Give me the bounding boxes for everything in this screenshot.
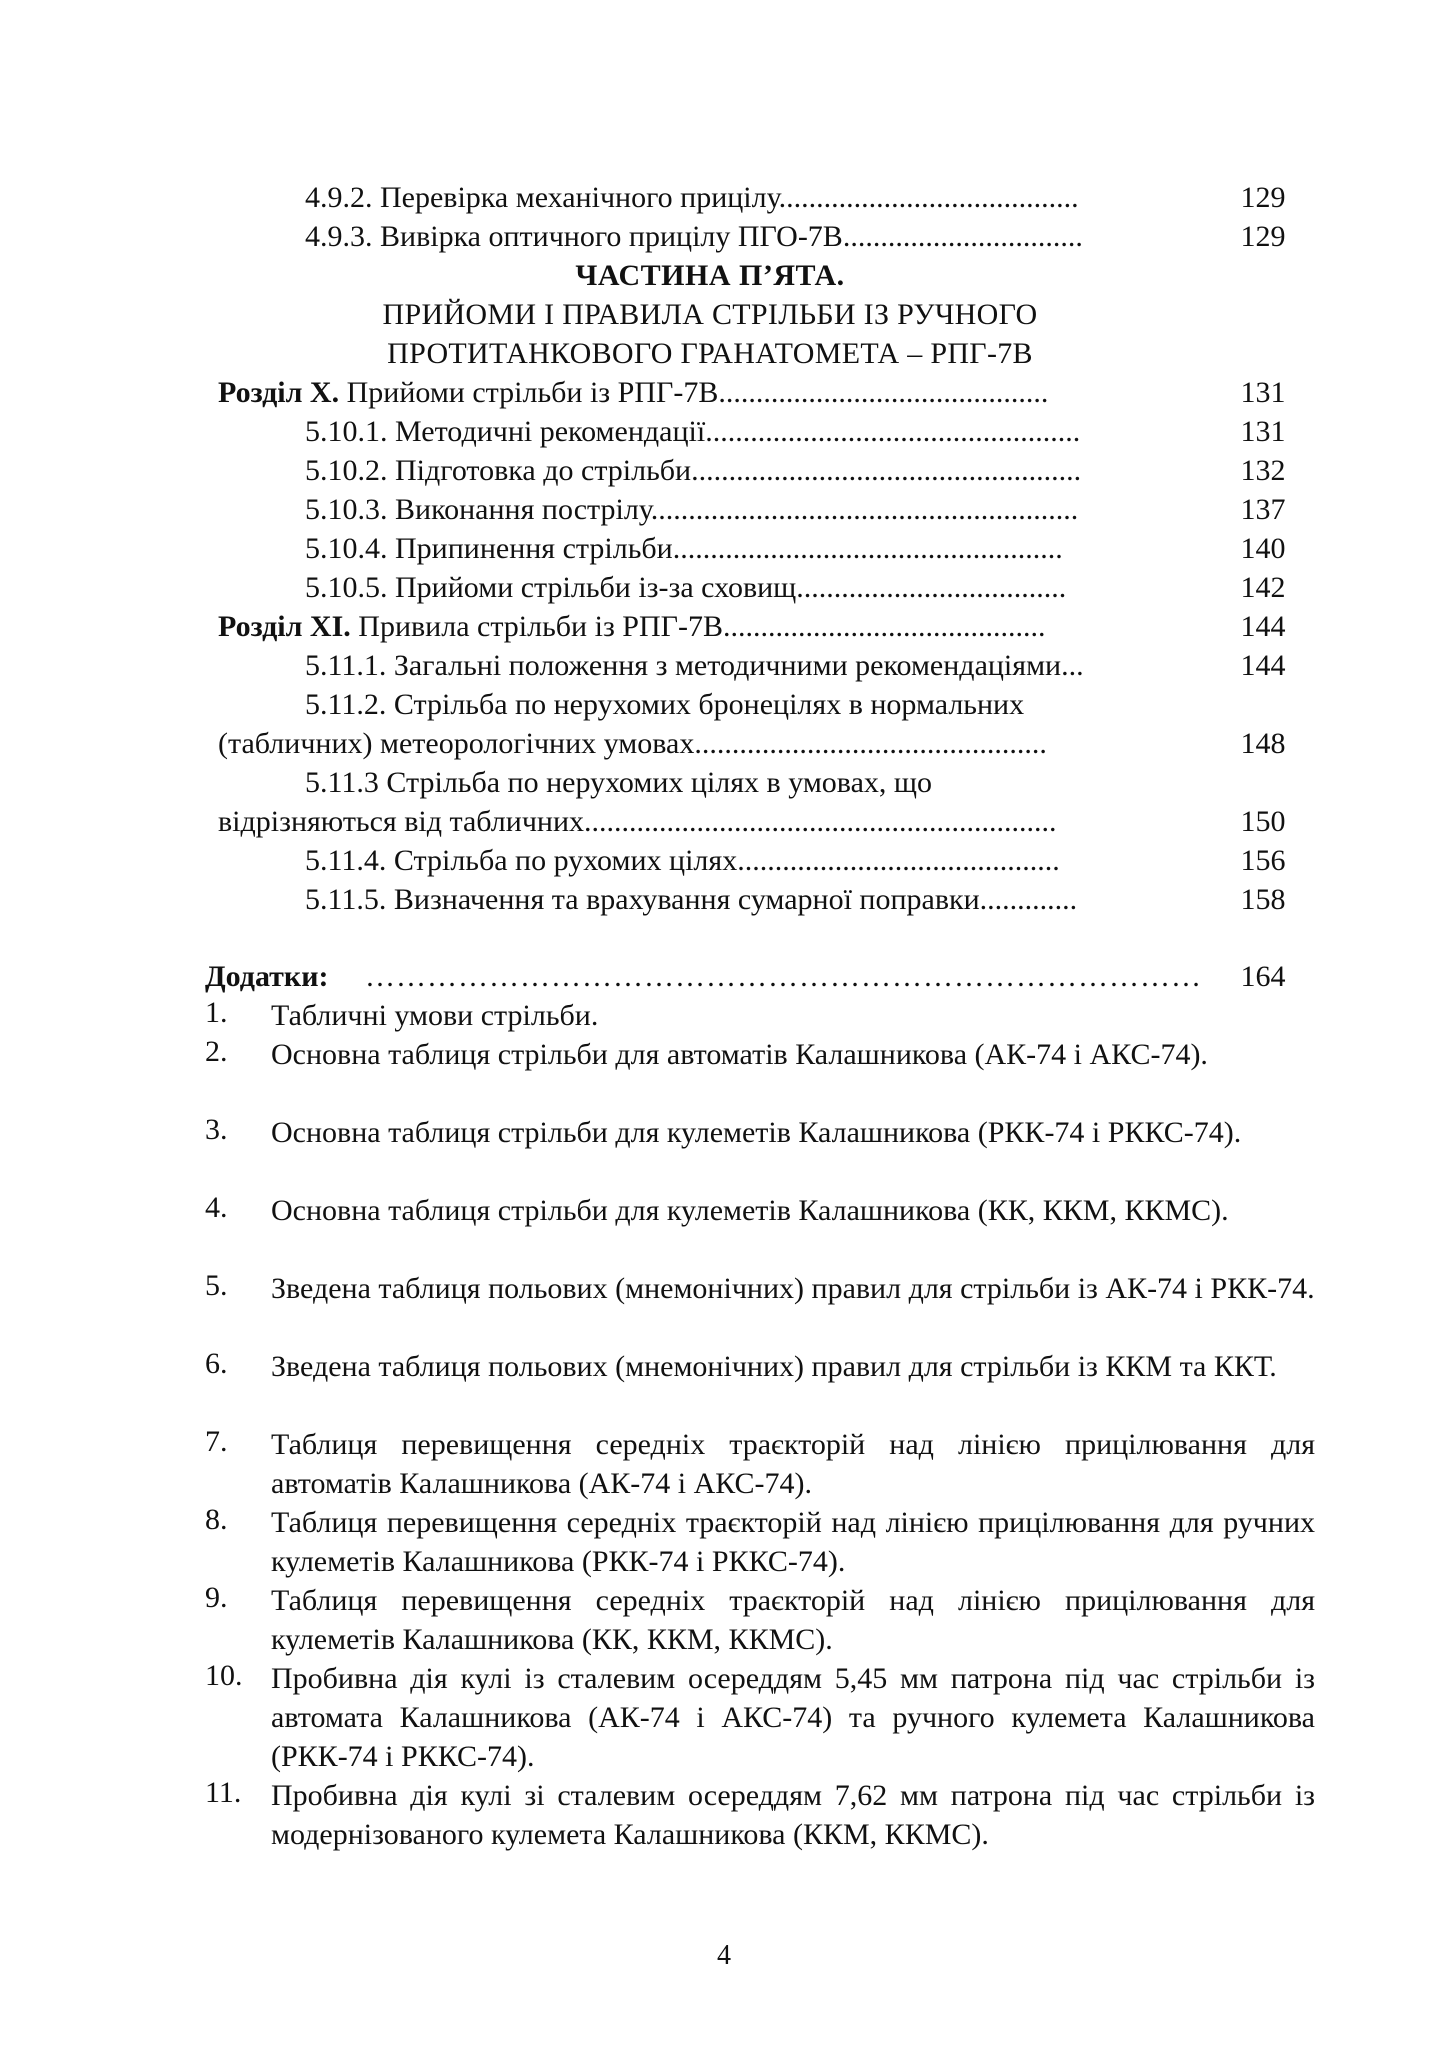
toc-entry-5-11-3-line1[interactable] [305, 763, 1305, 803]
toc-leader-dots: .................................... [796, 571, 1067, 604]
section-title: Прийоми стрільби із РПГ-7В [339, 376, 719, 409]
appendix-item-number: 5. [205, 1269, 228, 1302]
section-label: Розділ XI. [218, 610, 351, 643]
toc-leader-dots: ……………………………………………………………………… [365, 960, 1202, 993]
appendix-item-text: Основна таблиця стрільби для автоматів Калашникова (АК-74 і АКС-74). [271, 1038, 1208, 1071]
toc-entry-5-11-5[interactable] [305, 880, 1305, 920]
appendix-item-text: Таблиця перевищення середніх траєкторій над лінією прицілювання для ручних кулеметів Калашникова (РКК-74 і РККС-74). [271, 1506, 1315, 1578]
toc-entry-text: 5.11.2. Стрільба по нерухомих бронецілях в нормальних [305, 688, 1025, 721]
toc-entry-5-10-2[interactable] [305, 451, 1305, 491]
appendix-item-text: Таблиця перевищення середніх траєкторій над лінією прицілювання для кулеметів Калашникова (КК, ККМ, ККМС). [271, 1584, 1315, 1656]
toc-leader-dots: .................................................. [705, 415, 1081, 448]
appendix-item-text: Табличні умови стрільби. [271, 999, 599, 1032]
page-number: 4 [717, 1940, 731, 1971]
toc-entry-text: 5.11.5. Визначення та врахування сумарної поправки [305, 883, 980, 916]
section-title: Привила стрільби із РПГ-7В [350, 610, 723, 643]
toc-entry-5-10-4[interactable] [305, 529, 1305, 569]
toc-page-number: 148 [1240, 727, 1286, 760]
toc-page-number: 144 [1240, 610, 1286, 643]
toc-appendix[interactable] [205, 957, 1305, 997]
toc-entry-text: 5.10.4. Припинення стрільби [305, 532, 673, 565]
toc-page-number: 137 [1240, 493, 1286, 526]
toc-entry-text: 5.11.1. Загальні положення з методичними рекомендаціями [305, 649, 1062, 682]
appendix-item-number: 7. [205, 1425, 228, 1458]
toc-leader-dots: ............. [979, 883, 1078, 916]
toc-leader-dots: ................................ [842, 220, 1083, 253]
appendix-item-number: 3. [205, 1113, 228, 1146]
toc-entry-text: 5.11.4. Стрільба по рухомих цілях [305, 844, 738, 877]
toc-page-number: 144 [1240, 649, 1286, 682]
toc-entry-5-11-2-line1[interactable] [305, 685, 1305, 725]
toc-page-number: 156 [1240, 844, 1286, 877]
toc-section-10[interactable] [218, 373, 1305, 413]
toc-leader-dots: ........................................... [722, 610, 1046, 643]
toc-page-number: 131 [1240, 415, 1286, 448]
appendix-item-number: 8. [205, 1503, 228, 1536]
appendix-item-number: 1. [205, 996, 228, 1029]
appendix-item-number: 11. [205, 1776, 242, 1809]
appendix-item-number: 4. [205, 1191, 228, 1224]
toc-page-number: 158 [1240, 883, 1286, 916]
toc-leader-dots: .................................................... [691, 454, 1082, 487]
part-title: ЧАСТИНА П’ЯТА. [575, 259, 845, 292]
section-label: Розділ X. [218, 376, 340, 409]
toc-entry-4-9-3[interactable] [305, 217, 1305, 257]
toc-page-number: 164 [1240, 960, 1286, 993]
appendix-item-text: Основна таблиця стрільби для кулеметів Калашникова (КК, ККМ, ККМС). [271, 1194, 1229, 1227]
appendix-item-number: 9. [205, 1581, 228, 1614]
toc-entry-text: 4.9.3. Вивірка оптичного прицілу ПГО-7В [305, 220, 843, 253]
toc-entry-5-11-2-line2[interactable] [218, 724, 1305, 764]
toc-page-number: 140 [1240, 532, 1286, 565]
toc-page-number: 132 [1240, 454, 1286, 487]
appendix-item-number: 6. [205, 1347, 228, 1380]
appendix-item-number: 2. [205, 1035, 228, 1068]
toc-entry-text: 5.10.3. Виконання пострілу [305, 493, 651, 526]
appendix-item-text: Зведена таблиця польових (мнемонічних) правил для стрільби із АК-74 і РКК-74. [271, 1272, 1315, 1305]
appendix-label: Додатки: [205, 960, 329, 993]
toc-entry-5-10-5[interactable] [305, 568, 1305, 608]
toc-entry-5-11-4[interactable] [305, 841, 1305, 881]
toc-entry-5-11-1[interactable] [305, 646, 1305, 686]
appendix-item-text: Таблиця перевищення середніх траєкторій над лінією прицілювання для автоматів Калашникова (АК-74 і АКС-74). [271, 1428, 1315, 1500]
appendix-item-text: Зведена таблиця польових (мнемонічних) правил для стрільби із ККМ та ККТ. [271, 1350, 1277, 1383]
toc-entry-text: 5.10.2. Підготовка до стрільби [305, 454, 692, 487]
toc-leader-dots: ......................................................... [650, 493, 1079, 526]
toc-leader-dots: ............................................... [694, 727, 1047, 760]
toc-leader-dots: ............................................................... [584, 805, 1057, 838]
toc-leader-dots: ........................................ [778, 181, 1079, 214]
part-subtitle-line1: ПРИЙОМИ І ПРАВИЛА СТРІЛЬБИ ІЗ РУЧНОГО [382, 298, 1038, 331]
part-subtitle-line2: ПРОТИТАНКОВОГО ГРАНАТОМЕТА – РПГ-7В [387, 337, 1033, 370]
toc-entry-5-10-1[interactable] [305, 412, 1305, 452]
toc-entry-4-9-2[interactable] [305, 178, 1305, 218]
toc-entry-text: 5.10.1. Методичні рекомендації [305, 415, 706, 448]
toc-page-number: 129 [1240, 181, 1286, 214]
toc-entry-text: відрізняються від табличних [218, 805, 585, 838]
toc-leader-dots: ............................................ [718, 376, 1049, 409]
toc-page-number: 150 [1240, 805, 1286, 838]
toc-entry-5-10-3[interactable] [305, 490, 1305, 530]
toc-page-number: 131 [1240, 376, 1286, 409]
toc-entry-text: 5.11.3 Стрільба по нерухомих цілях в умовах, що [305, 766, 932, 799]
toc-leader-dots: ........................................... [737, 844, 1060, 877]
appendix-item-text: Пробивна дія кулі із сталевим осереддям 5,45 мм патрона під час стрільби із автомата Калашникова (АК-74 і АКС-74) та ручного кулемета Калашникова (РКК-74 і РККС-74). [271, 1662, 1315, 1773]
toc-page-number: 142 [1240, 571, 1286, 604]
toc-entry-text: (табличних) метеорологічних умовах [218, 727, 695, 760]
toc-entry-text: 5.10.5. Прийоми стрільби із-за сховищ [305, 571, 797, 604]
toc-leader-dots: .................................................... [672, 532, 1063, 565]
toc-entry-text: 4.9.2. Перевірка механічного прицілу [305, 181, 779, 214]
appendix-item-text: Основна таблиця стрільби для кулеметів Калашникова (РКК-74 і РККС-74). [271, 1116, 1242, 1149]
toc-entry-5-11-3-line2[interactable] [218, 802, 1305, 842]
toc-section-11[interactable] [218, 607, 1305, 647]
appendix-item-text: Пробивна дія кулі зі сталевим осереддям 7,62 мм патрона під час стрільби із модернізованого кулемета Калашникова (ККМ, ККМС). [271, 1779, 1315, 1851]
appendix-item-number: 10. [205, 1659, 243, 1692]
toc-page-number: 129 [1240, 220, 1286, 253]
toc-leader-dots: ... [1061, 649, 1084, 682]
